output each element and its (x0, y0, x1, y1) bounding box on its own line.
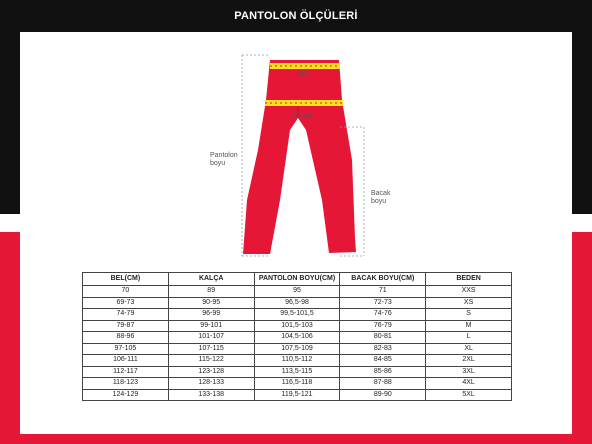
cell-trouser-length: 107,5-109 (254, 343, 340, 355)
leg-length-label: Bacak boyu (371, 190, 391, 205)
table-row (83, 389, 512, 401)
table-row (83, 343, 512, 355)
table-row (83, 332, 512, 344)
cell-waist: 124-129 (83, 389, 169, 401)
cell-leg-length: 89-90 (340, 389, 426, 401)
cell-hip: 96-99 (168, 309, 254, 321)
cell-hip: 115-122 (168, 355, 254, 367)
cell-size: L (426, 332, 512, 344)
cell-leg-length: 82-83 (340, 343, 426, 355)
cell-leg-length: 71 (340, 286, 426, 298)
cell-size: 2XL (426, 355, 512, 367)
table-row (83, 355, 512, 367)
cell-leg-length: 84-85 (340, 355, 426, 367)
cell-hip: 107-115 (168, 343, 254, 355)
page-title: PANTOLON ÖLÇÜLERİ (234, 10, 358, 22)
cell-size: S (426, 309, 512, 321)
cell-size: 5XL (426, 389, 512, 401)
cell-waist: 118-123 (83, 378, 169, 390)
cell-hip: 123-128 (168, 366, 254, 378)
table-row (83, 286, 512, 298)
cell-leg-length: 76-79 (340, 320, 426, 332)
cell-trouser-length: 95 (254, 286, 340, 298)
cell-waist: 74-79 (83, 309, 169, 321)
cell-trouser-length: 104,5-106 (254, 332, 340, 344)
cell-leg-length: 85-86 (340, 366, 426, 378)
cell-trouser-length: 116,5-118 (254, 378, 340, 390)
cell-waist: 69-73 (83, 297, 169, 309)
cell-hip: 128-133 (168, 378, 254, 390)
table-row (83, 309, 512, 321)
trouser-length-label: Pantolon boyu (210, 152, 238, 167)
cell-waist: 79-87 (83, 320, 169, 332)
header-size: BEDEN (426, 273, 512, 286)
header-hip: KALÇA (168, 273, 254, 286)
header-leg-length: BACAK BOYU(CM) (340, 273, 426, 286)
cell-size: M (426, 320, 512, 332)
table-row (83, 320, 512, 332)
table-row (83, 378, 512, 390)
size-table (82, 272, 512, 401)
header-waist: BEL(CM) (83, 273, 169, 286)
cell-waist: 97-105 (83, 343, 169, 355)
cell-size: 3XL (426, 366, 512, 378)
hip-label: Kalça (294, 112, 312, 119)
cell-waist: 70 (83, 286, 169, 298)
cell-trouser-length: 113,5-115 (254, 366, 340, 378)
cell-hip: 101-107 (168, 332, 254, 344)
waist-label: Bel (297, 71, 308, 78)
cell-size: XXS (426, 286, 512, 298)
cell-waist: 106-111 (83, 355, 169, 367)
table-row (83, 297, 512, 309)
cell-trouser-length: 110,5-112 (254, 355, 340, 367)
cell-leg-length: 74-76 (340, 309, 426, 321)
cell-waist: 112-117 (83, 366, 169, 378)
cell-hip: 89 (168, 286, 254, 298)
table-row (83, 366, 512, 378)
cell-size: XL (426, 343, 512, 355)
cell-trouser-length: 101,5-103 (254, 320, 340, 332)
cell-trouser-length: 96,5-98 (254, 297, 340, 309)
cell-hip: 90-95 (168, 297, 254, 309)
cell-size: XS (426, 297, 512, 309)
cell-leg-length: 72-73 (340, 297, 426, 309)
table-header-row (83, 273, 512, 286)
cell-waist: 88-96 (83, 332, 169, 344)
cell-hip: 99-101 (168, 320, 254, 332)
cell-size: 4XL (426, 378, 512, 390)
pants-shape (243, 60, 356, 254)
cell-trouser-length: 119,5-121 (254, 389, 340, 401)
cell-leg-length: 87-88 (340, 378, 426, 390)
cell-hip: 133-138 (168, 389, 254, 401)
header-trouser-length: PANTOLON BOYU(CM) (254, 273, 340, 286)
cell-trouser-length: 99,5-101,5 (254, 309, 340, 321)
cell-leg-length: 80-81 (340, 332, 426, 344)
